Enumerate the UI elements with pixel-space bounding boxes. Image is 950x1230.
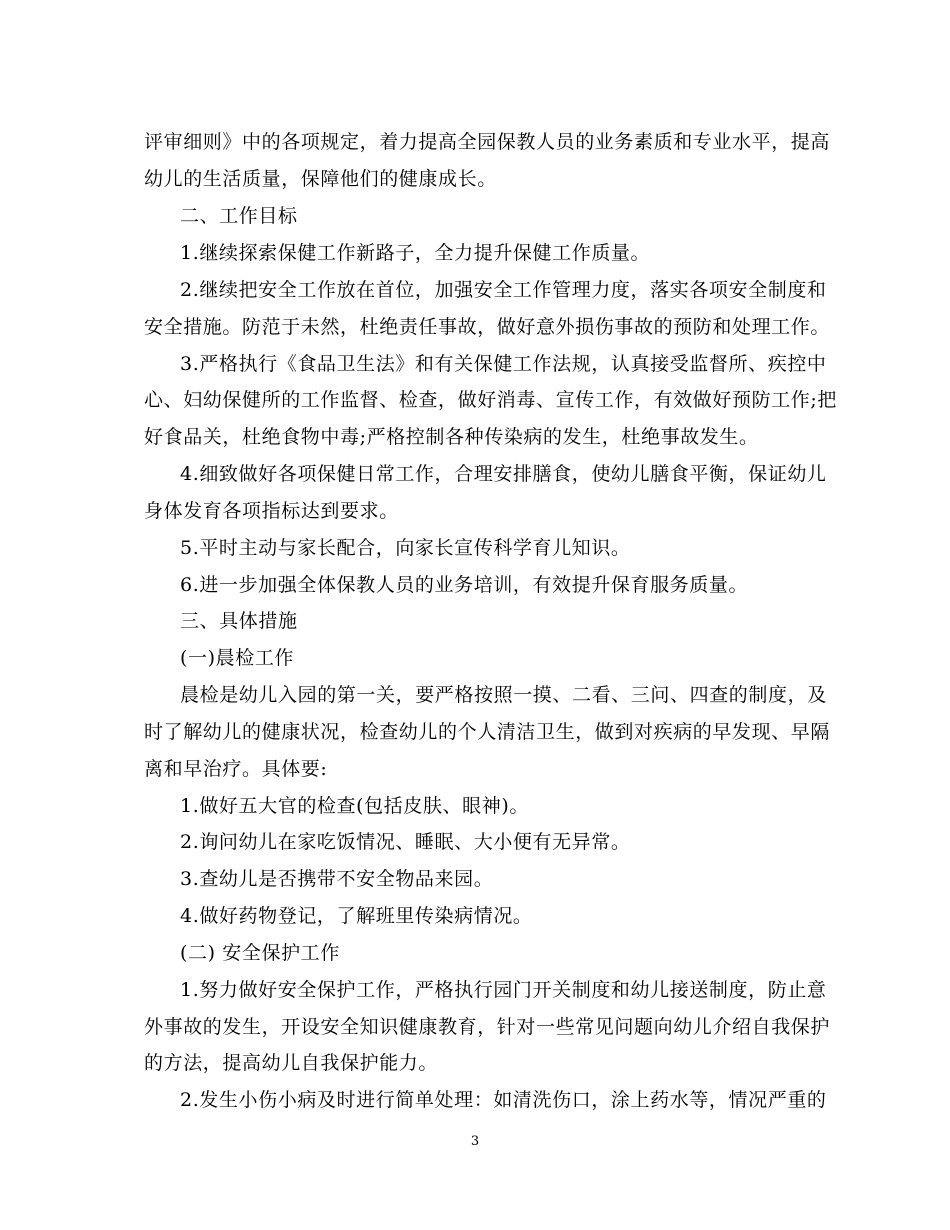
list-item: 2.发生小伤小病及时进行简单处理：如清洗伤口，涂上药水等，情况严重的	[180, 1089, 827, 1111]
body-text-line: 幼儿的生活质量，保障他们的健康成长。	[144, 168, 497, 190]
body-text-line: 好食品关，杜绝食物中毒;严格控制各种传染病的发生，杜绝事故发生。	[144, 426, 759, 448]
list-item: 1.继续探索保健工作新路子，全力提升保健工作质量。	[180, 242, 651, 264]
list-item: 6.进一步加强全体保教人员的业务培训，有效提升保育服务质量。	[180, 574, 749, 596]
body-text-line: 离和早治疗。具体要:	[144, 758, 328, 780]
list-item: 3.严格执行《食品卫生法》和有关保健工作法规，认真接受监督所、疾控中	[180, 353, 827, 375]
body-text-line: 评审细则》中的各项规定，着力提高全园保教人员的业务素质和专业水平，提高	[144, 131, 831, 153]
subsection-heading: (一)晨检工作	[180, 647, 295, 669]
page-number: 3	[470, 1134, 480, 1149]
list-item: 4.细致做好各项保健日常工作，合理安排膳食，使幼儿膳食平衡，保证幼儿	[180, 463, 827, 485]
list-item: 3.查幼儿是否携带不安全物品来园。	[180, 868, 494, 890]
body-text-line: 心、妇幼保健所的工作监督、检查，做好消毒、宣传工作，有效做好预防工作;把	[144, 389, 838, 411]
body-text-line: 身体发育各项指标达到要求。	[144, 500, 399, 522]
body-text-line: 的方法，提高幼儿自我保护能力。	[144, 1052, 439, 1074]
section-heading: 三、具体措施	[180, 610, 298, 632]
list-item: 1.做好五大官的检查(包括皮肤、眼神)。	[180, 795, 529, 817]
list-item: 2.询问幼儿在家吃饭情况、睡眠、大小便有无异常。	[180, 831, 631, 853]
list-item: 5.平时主动与家长配合，向家长宣传科学育儿知识。	[180, 537, 631, 559]
list-item: 2.继续把安全工作放在首位，加强安全工作管理力度，落实各项安全制度和	[180, 279, 827, 301]
subsection-heading: (二) 安全保护工作	[180, 942, 340, 964]
list-item: 4.做好药物登记，了解班里传染病情况。	[180, 905, 533, 927]
body-text-line: 时了解幼儿的健康状况，检查幼儿的个人清洁卫生，做到对疾病的早发现、早隔	[144, 721, 831, 743]
body-text-line: 安全措施。防范于未然，杜绝责任事故，做好意外损伤事故的预防和处理工作。	[144, 316, 831, 338]
body-text-line: 晨检是幼儿入园的第一关，要严格按照一摸、二看、三问、四查的制度，及	[180, 684, 827, 706]
section-heading: 二、工作目标	[180, 205, 298, 227]
body-text-line: 外事故的发生，开设安全知识健康教育，针对一些常见问题向幼儿介绍自我保护	[144, 1016, 831, 1038]
list-item: 1.努力做好安全保护工作，严格执行园门开关制度和幼儿接送制度，防止意	[180, 979, 827, 1001]
